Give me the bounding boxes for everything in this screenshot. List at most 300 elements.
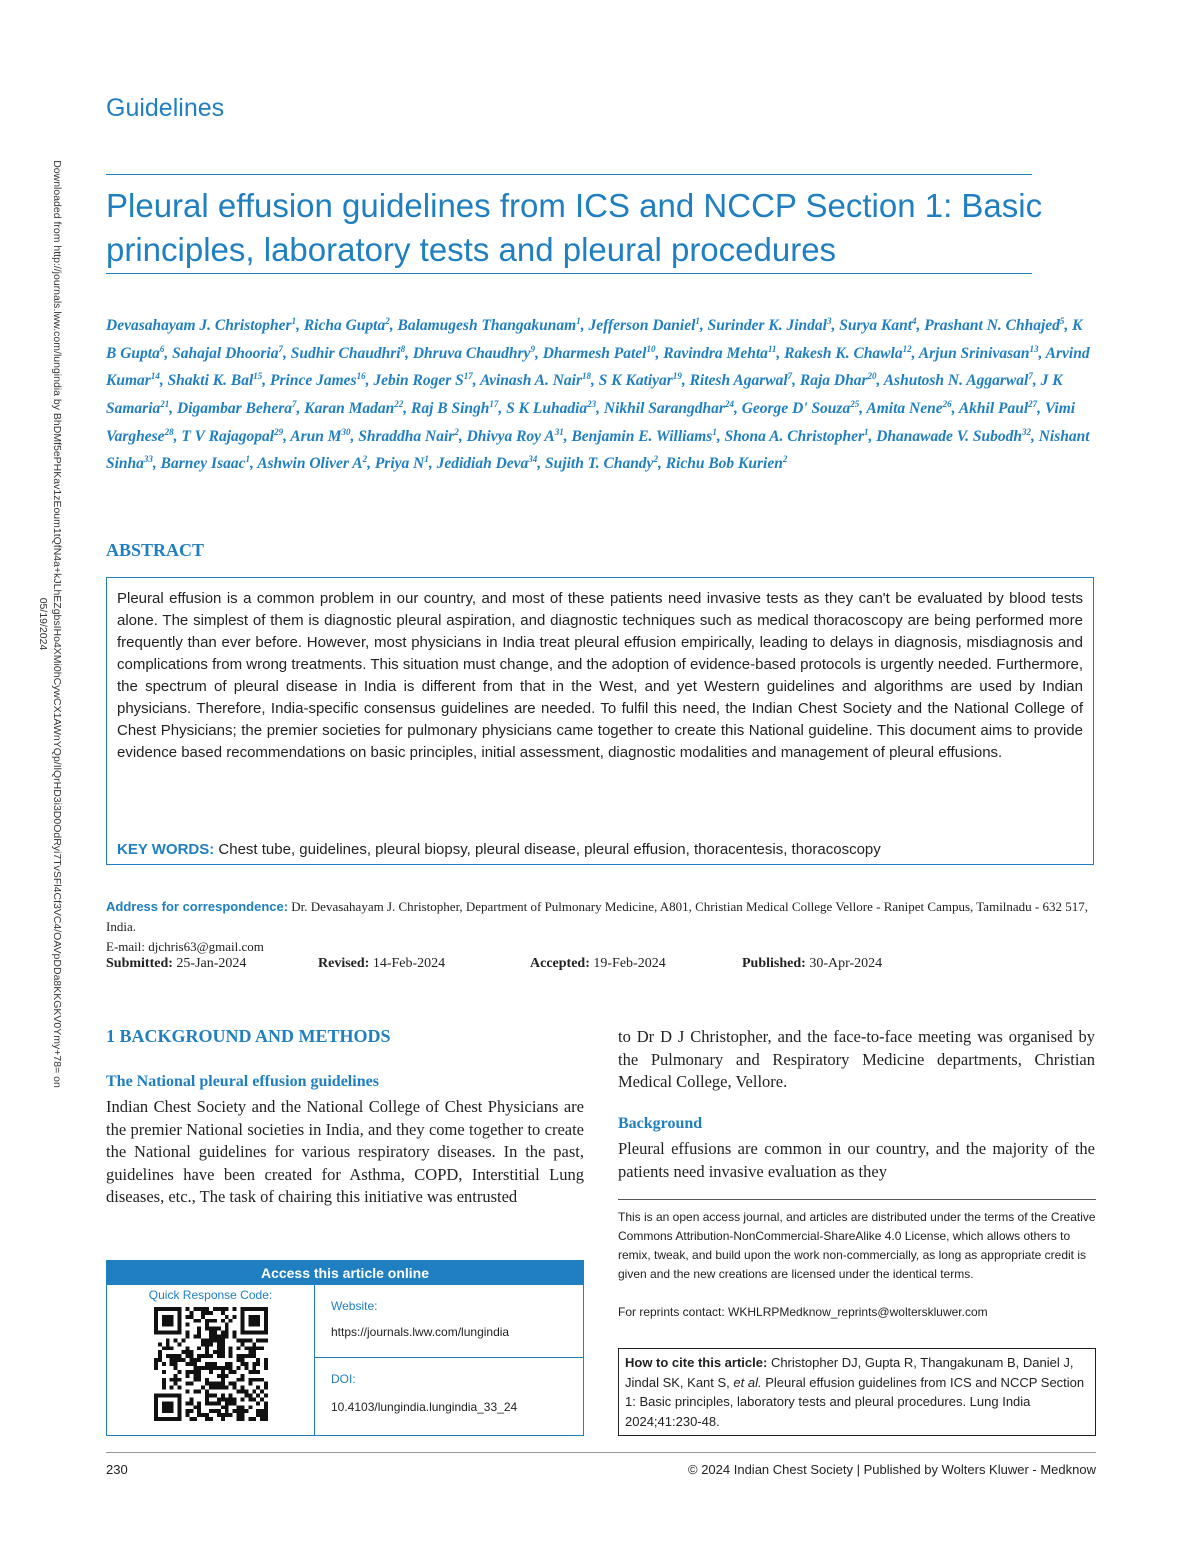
qr-label: Quick Response Code: <box>148 1288 273 1302</box>
qr-module <box>154 1358 158 1362</box>
footer-rule <box>106 1452 1096 1453</box>
qr-module <box>264 1409 268 1413</box>
qr-module <box>237 1358 241 1362</box>
qr-module <box>237 1346 241 1350</box>
qr-module <box>248 1397 252 1401</box>
qr-module <box>240 1378 244 1382</box>
qr-module <box>244 1354 248 1358</box>
qr-module <box>185 1350 189 1354</box>
qr-module <box>178 1378 182 1382</box>
author-affiliation: 17 <box>489 398 499 409</box>
subsection-heading: The National pleural effusion guidelines <box>106 1073 379 1090</box>
qr-module <box>225 1327 229 1331</box>
qr-module <box>229 1413 233 1417</box>
qr-module <box>248 1323 252 1327</box>
qr-module <box>178 1386 182 1390</box>
qr-module <box>189 1315 193 1319</box>
qr-module <box>170 1354 174 1358</box>
qr-module <box>229 1354 233 1358</box>
qr-module <box>244 1362 248 1366</box>
qr-module <box>174 1307 178 1311</box>
qr-module <box>221 1397 225 1401</box>
qr-module <box>189 1350 193 1354</box>
qr-module <box>237 1366 241 1370</box>
qr-module <box>240 1331 244 1335</box>
author-affiliation: 7 <box>291 398 297 409</box>
qr-module <box>256 1370 260 1374</box>
qr-module <box>256 1413 260 1417</box>
qr-module <box>178 1311 182 1315</box>
qr-module <box>264 1327 268 1331</box>
qr-module <box>256 1319 260 1323</box>
qr-module <box>229 1397 233 1401</box>
qr-module <box>264 1401 268 1405</box>
qr-module <box>193 1378 197 1382</box>
qr-module <box>229 1319 233 1323</box>
qr-module <box>240 1327 244 1331</box>
qr-module <box>166 1342 170 1346</box>
qr-module <box>154 1366 158 1370</box>
author-name: Vimi Varghese <box>106 400 1076 445</box>
footer-copyright: © 2024 Indian Chest Society | Published by Wolters Kluwer - Medknow <box>688 1462 1096 1477</box>
qr-module <box>217 1374 221 1378</box>
author-affiliation: 34 <box>528 454 538 465</box>
qr-module <box>264 1386 268 1390</box>
qr-module <box>178 1331 182 1335</box>
qr-module <box>154 1409 158 1413</box>
qr-module <box>217 1413 221 1417</box>
author-name: Sudhir Chaudhri <box>290 344 401 362</box>
qr-module <box>201 1354 205 1358</box>
qr-module <box>174 1338 178 1342</box>
qr-module <box>252 1370 256 1374</box>
qr-module <box>213 1307 217 1311</box>
qr-module <box>189 1401 193 1405</box>
date-accepted: Accepted: 19-Feb-2024 <box>530 956 666 971</box>
qr-module <box>264 1338 268 1342</box>
qr-module <box>209 1311 213 1315</box>
qr-module <box>205 1413 209 1417</box>
qr-module <box>170 1323 174 1327</box>
author-name: Surya Kant <box>839 317 912 335</box>
qr-module <box>189 1362 193 1366</box>
qr-module <box>154 1397 158 1401</box>
qr-module <box>170 1417 174 1421</box>
qr-module <box>205 1390 209 1394</box>
author-affiliation: 1 <box>695 316 700 326</box>
qr-module <box>252 1323 256 1327</box>
qr-module <box>158 1417 162 1421</box>
qr-module <box>264 1382 268 1386</box>
qr-module <box>166 1331 170 1335</box>
qr-module <box>225 1374 229 1378</box>
qr-module <box>193 1374 197 1378</box>
qr-module <box>252 1346 256 1350</box>
citation-text-before: Christopher DJ, Gupta R, Thangakunam B, Daniel J, Jindal SK, Kant S, <box>625 1355 1074 1390</box>
qr-module <box>174 1362 178 1366</box>
qr-cell <box>107 1285 315 1435</box>
qr-module <box>154 1331 158 1335</box>
qr-module <box>256 1362 260 1366</box>
qr-module <box>185 1370 189 1374</box>
qr-module <box>162 1315 166 1319</box>
qr-module <box>162 1409 166 1413</box>
qr-module <box>158 1350 162 1354</box>
qr-module <box>237 1354 241 1358</box>
qr-module <box>229 1362 233 1366</box>
date-revised: Revised: 14-Feb-2024 <box>318 956 446 971</box>
qr-module <box>209 1362 213 1366</box>
author-name: Digambar Behera <box>177 400 292 418</box>
qr-module <box>213 1338 217 1342</box>
qr-module <box>197 1370 201 1374</box>
qr-code-icon[interactable] <box>154 1307 268 1421</box>
qr-module <box>225 1362 229 1366</box>
author-affiliation: 13 <box>1029 343 1039 354</box>
qr-module <box>189 1417 193 1421</box>
website-cell <box>315 1285 583 1358</box>
section-label: Guidelines <box>106 94 225 122</box>
author-name: Surinder K. Jindal <box>707 317 827 335</box>
qr-module <box>170 1307 174 1311</box>
qr-module <box>205 1319 209 1323</box>
author-name: Ravindra Mehta <box>663 344 768 362</box>
qr-module <box>193 1370 197 1374</box>
author-affiliation: 3 <box>826 316 832 326</box>
qr-module <box>205 1362 209 1366</box>
qr-module <box>225 1409 229 1413</box>
qr-module <box>240 1338 244 1342</box>
correspondence-block <box>106 897 1096 957</box>
qr-module <box>256 1323 260 1327</box>
qr-module <box>205 1382 209 1386</box>
qr-module <box>217 1366 221 1370</box>
qr-module <box>162 1362 166 1366</box>
qr-module <box>260 1390 264 1394</box>
qr-module <box>209 1342 213 1346</box>
qr-module <box>229 1350 233 1354</box>
author-affiliation: 2 <box>362 454 368 465</box>
qr-module <box>256 1315 260 1319</box>
author-name: Sahajal Dhooria <box>172 344 279 362</box>
qr-module <box>162 1401 166 1405</box>
qr-module <box>217 1397 221 1401</box>
qr-module <box>221 1405 225 1409</box>
qr-module <box>256 1378 260 1382</box>
qr-module <box>174 1354 178 1358</box>
qr-module <box>221 1346 225 1350</box>
qr-module <box>193 1417 197 1421</box>
qr-module <box>209 1409 213 1413</box>
qr-module <box>197 1413 201 1417</box>
author-name: J K Samaria <box>106 372 1063 418</box>
author-affiliation: 2 <box>385 316 390 326</box>
qr-module <box>244 1346 248 1350</box>
qr-module <box>237 1405 241 1409</box>
qr-module <box>154 1319 158 1323</box>
qr-module <box>205 1417 209 1421</box>
qr-module <box>185 1331 189 1335</box>
qr-module <box>162 1370 166 1374</box>
qr-module <box>264 1331 268 1335</box>
qr-module <box>185 1323 189 1327</box>
qr-module <box>178 1397 182 1401</box>
citation-box <box>618 1348 1096 1436</box>
qr-module <box>178 1319 182 1323</box>
author-affiliation: 25 <box>850 398 860 409</box>
qr-module <box>193 1362 197 1366</box>
qr-module <box>217 1307 221 1311</box>
qr-module <box>178 1323 182 1327</box>
qr-module <box>162 1417 166 1421</box>
qr-module <box>221 1370 225 1374</box>
qr-module <box>154 1327 158 1331</box>
qr-module <box>256 1307 260 1311</box>
qr-module <box>174 1331 178 1335</box>
qr-module <box>225 1397 229 1401</box>
qr-module <box>256 1409 260 1413</box>
qr-module <box>225 1323 229 1327</box>
keywords-list: Chest tube, guidelines, pleural biopsy, pleural disease, pleural effusion, thoracentesis, thoracoscopy <box>218 841 881 858</box>
qr-module <box>240 1374 244 1378</box>
qr-module <box>193 1319 197 1323</box>
qr-module <box>201 1338 205 1342</box>
author-name: Ritesh Agarwal <box>689 372 788 390</box>
qr-module <box>178 1342 182 1346</box>
page-number: 230 <box>106 1462 128 1477</box>
qr-module <box>162 1331 166 1335</box>
qr-module <box>154 1393 158 1397</box>
qr-module <box>197 1366 201 1370</box>
qr-module <box>244 1307 248 1311</box>
qr-module <box>217 1386 221 1390</box>
author-name: T V Rajagopal <box>181 427 275 445</box>
author-affiliation: 12 <box>902 343 912 354</box>
qr-module <box>225 1331 229 1335</box>
qr-module <box>189 1358 193 1362</box>
qr-module <box>264 1358 268 1362</box>
qr-module <box>213 1362 217 1366</box>
qr-module <box>205 1311 209 1315</box>
author-name: K B Gupta <box>106 317 1083 362</box>
author-affiliation: 7 <box>278 343 283 354</box>
qr-module <box>178 1409 182 1413</box>
qr-module <box>240 1362 244 1366</box>
qr-module <box>170 1331 174 1335</box>
qr-module <box>240 1405 244 1409</box>
qr-module <box>189 1409 193 1413</box>
qr-module <box>154 1362 158 1366</box>
qr-module <box>193 1390 197 1394</box>
qr-module <box>229 1370 233 1374</box>
qr-module <box>201 1342 205 1346</box>
qr-module <box>174 1393 178 1397</box>
qr-module <box>233 1307 237 1311</box>
qr-module <box>240 1323 244 1327</box>
qr-module <box>205 1350 209 1354</box>
qr-module <box>209 1366 213 1370</box>
qr-module <box>201 1366 205 1370</box>
author-name: Shraddha Nair <box>358 427 455 445</box>
qr-module <box>193 1405 197 1409</box>
qr-module <box>233 1315 237 1319</box>
qr-module <box>209 1386 213 1390</box>
qr-module <box>193 1358 197 1362</box>
qr-module <box>256 1386 260 1390</box>
qr-module <box>233 1335 237 1339</box>
abstract-box <box>106 577 1094 865</box>
qr-module <box>178 1358 182 1362</box>
qr-module <box>197 1331 201 1335</box>
qr-module <box>197 1378 201 1382</box>
qr-module <box>221 1335 225 1339</box>
qr-module <box>189 1397 193 1401</box>
qr-module <box>264 1362 268 1366</box>
qr-module <box>197 1319 201 1323</box>
qr-module <box>248 1315 252 1319</box>
author-name: Dharmesh Patel <box>542 344 647 362</box>
author-affiliation: 30 <box>341 426 351 437</box>
qr-module <box>240 1390 244 1394</box>
qr-module <box>170 1409 174 1413</box>
qr-module <box>225 1335 229 1339</box>
qr-module <box>166 1338 170 1342</box>
qr-module <box>197 1354 201 1358</box>
qr-module <box>260 1338 264 1342</box>
qr-module <box>158 1393 162 1397</box>
qr-module <box>205 1378 209 1382</box>
qr-module <box>170 1362 174 1366</box>
qr-module <box>221 1350 225 1354</box>
author-name: Amita Nene <box>866 400 943 418</box>
qr-module <box>260 1397 264 1401</box>
qr-module <box>252 1390 256 1394</box>
correspondence-address: Dr. Devasahayam J. Christopher, Department of Pulmonary Medicine, A801, Christian Medical College Vellore - Ranipet Campus, Tamilnadu - 632 517, India. <box>106 899 1089 934</box>
qr-module <box>252 1331 256 1335</box>
qr-module <box>221 1307 225 1311</box>
qr-module <box>260 1346 264 1350</box>
qr-module <box>237 1390 241 1394</box>
author-name: Jedidiah Deva <box>436 455 529 473</box>
qr-module <box>185 1307 189 1311</box>
qr-module <box>170 1319 174 1323</box>
qr-module <box>185 1354 189 1358</box>
qr-module <box>154 1323 158 1327</box>
qr-module <box>264 1311 268 1315</box>
doi-link[interactable]: 10.4103/lungindia.lungindia_33_24 <box>331 1400 518 1414</box>
citation-label: How to cite this article: <box>625 1355 768 1370</box>
author-name: Prince James <box>270 372 357 390</box>
qr-module <box>233 1370 237 1374</box>
author-affiliation: 7 <box>787 371 793 382</box>
qr-module <box>229 1346 233 1350</box>
correspondence-label: Address for correspondence: <box>106 899 289 914</box>
author-name: Jefferson Daniel <box>588 317 696 335</box>
qr-module <box>217 1342 221 1346</box>
qr-module <box>240 1311 244 1315</box>
qr-module <box>201 1386 205 1390</box>
author-name: Rakesh K. Chawla <box>784 344 903 362</box>
qr-module <box>237 1378 241 1382</box>
website-label: Website: <box>331 1299 378 1313</box>
author-affiliation: 29 <box>274 426 284 437</box>
qr-module <box>166 1393 170 1397</box>
author-name: Shakti K. Bal <box>167 372 254 390</box>
qr-module <box>162 1393 166 1397</box>
qr-module <box>174 1417 178 1421</box>
qr-module <box>205 1354 209 1358</box>
author-name: Raj B Singh <box>411 400 490 418</box>
qr-module <box>166 1323 170 1327</box>
author-name: Sujith T. Chandy <box>545 455 654 473</box>
qr-module <box>197 1409 201 1413</box>
qr-module <box>213 1382 217 1386</box>
qr-module <box>213 1393 217 1397</box>
qr-module <box>221 1342 225 1346</box>
qr-module <box>205 1323 209 1327</box>
qr-module <box>205 1393 209 1397</box>
qr-module <box>252 1362 256 1366</box>
website-link[interactable]: https://journals.lww.com/lungindia <box>331 1325 510 1339</box>
qr-module <box>221 1417 225 1421</box>
qr-module <box>237 1413 241 1417</box>
author-affiliation: 6 <box>159 343 165 354</box>
author-name: Dhruva Chaudhry <box>412 344 531 362</box>
author-name: S K Katiyar <box>598 372 673 390</box>
qr-module <box>264 1405 268 1409</box>
qr-module <box>185 1413 189 1417</box>
author-name: Prashant N. Chhajed <box>924 317 1060 335</box>
qr-module <box>209 1338 213 1342</box>
qr-module <box>185 1382 189 1386</box>
qr-module <box>252 1378 256 1382</box>
qr-module <box>174 1382 178 1386</box>
author-affiliation: 1 <box>245 454 250 465</box>
qr-module <box>162 1386 166 1390</box>
author-name: Priya N <box>374 455 425 473</box>
qr-module <box>233 1386 237 1390</box>
qr-module <box>185 1409 189 1413</box>
qr-module <box>256 1331 260 1335</box>
author-name: Ashutosh N. Aggarwal <box>883 372 1029 390</box>
author-name: Arun M <box>290 427 342 445</box>
qr-module <box>185 1374 189 1378</box>
qr-module <box>252 1342 256 1346</box>
author-name: S K Luhadia <box>506 400 588 418</box>
keywords-label: KEY WORDS: <box>117 841 215 858</box>
qr-module <box>225 1413 229 1417</box>
qr-module <box>233 1331 237 1335</box>
qr-module <box>248 1331 252 1335</box>
qr-module <box>197 1335 201 1339</box>
author-affiliation: 21 <box>160 398 170 409</box>
qr-module <box>240 1417 244 1421</box>
qr-module <box>197 1327 201 1331</box>
qr-module <box>221 1331 225 1335</box>
qr-module <box>240 1413 244 1417</box>
qr-module <box>264 1413 268 1417</box>
qr-module <box>166 1319 170 1323</box>
qr-module <box>240 1354 244 1358</box>
qr-module <box>205 1338 209 1342</box>
qr-module <box>166 1346 170 1350</box>
qr-module <box>225 1366 229 1370</box>
qr-module <box>260 1413 264 1417</box>
author-name: Arvind Kumar <box>106 344 1090 390</box>
qr-module <box>197 1346 201 1350</box>
license-text: This is an open access journal, and articles are distributed under the terms of the Creative Commons Attribution-NonCommercial-ShareAlike 4.0 License, which allows others to remix, tweak, and build upon the work non-commercially, as long as appropriate credit is given and the new creations are licensed under the identical terms. <box>618 1210 1096 1281</box>
author-name: Barney Isaac <box>160 455 246 473</box>
